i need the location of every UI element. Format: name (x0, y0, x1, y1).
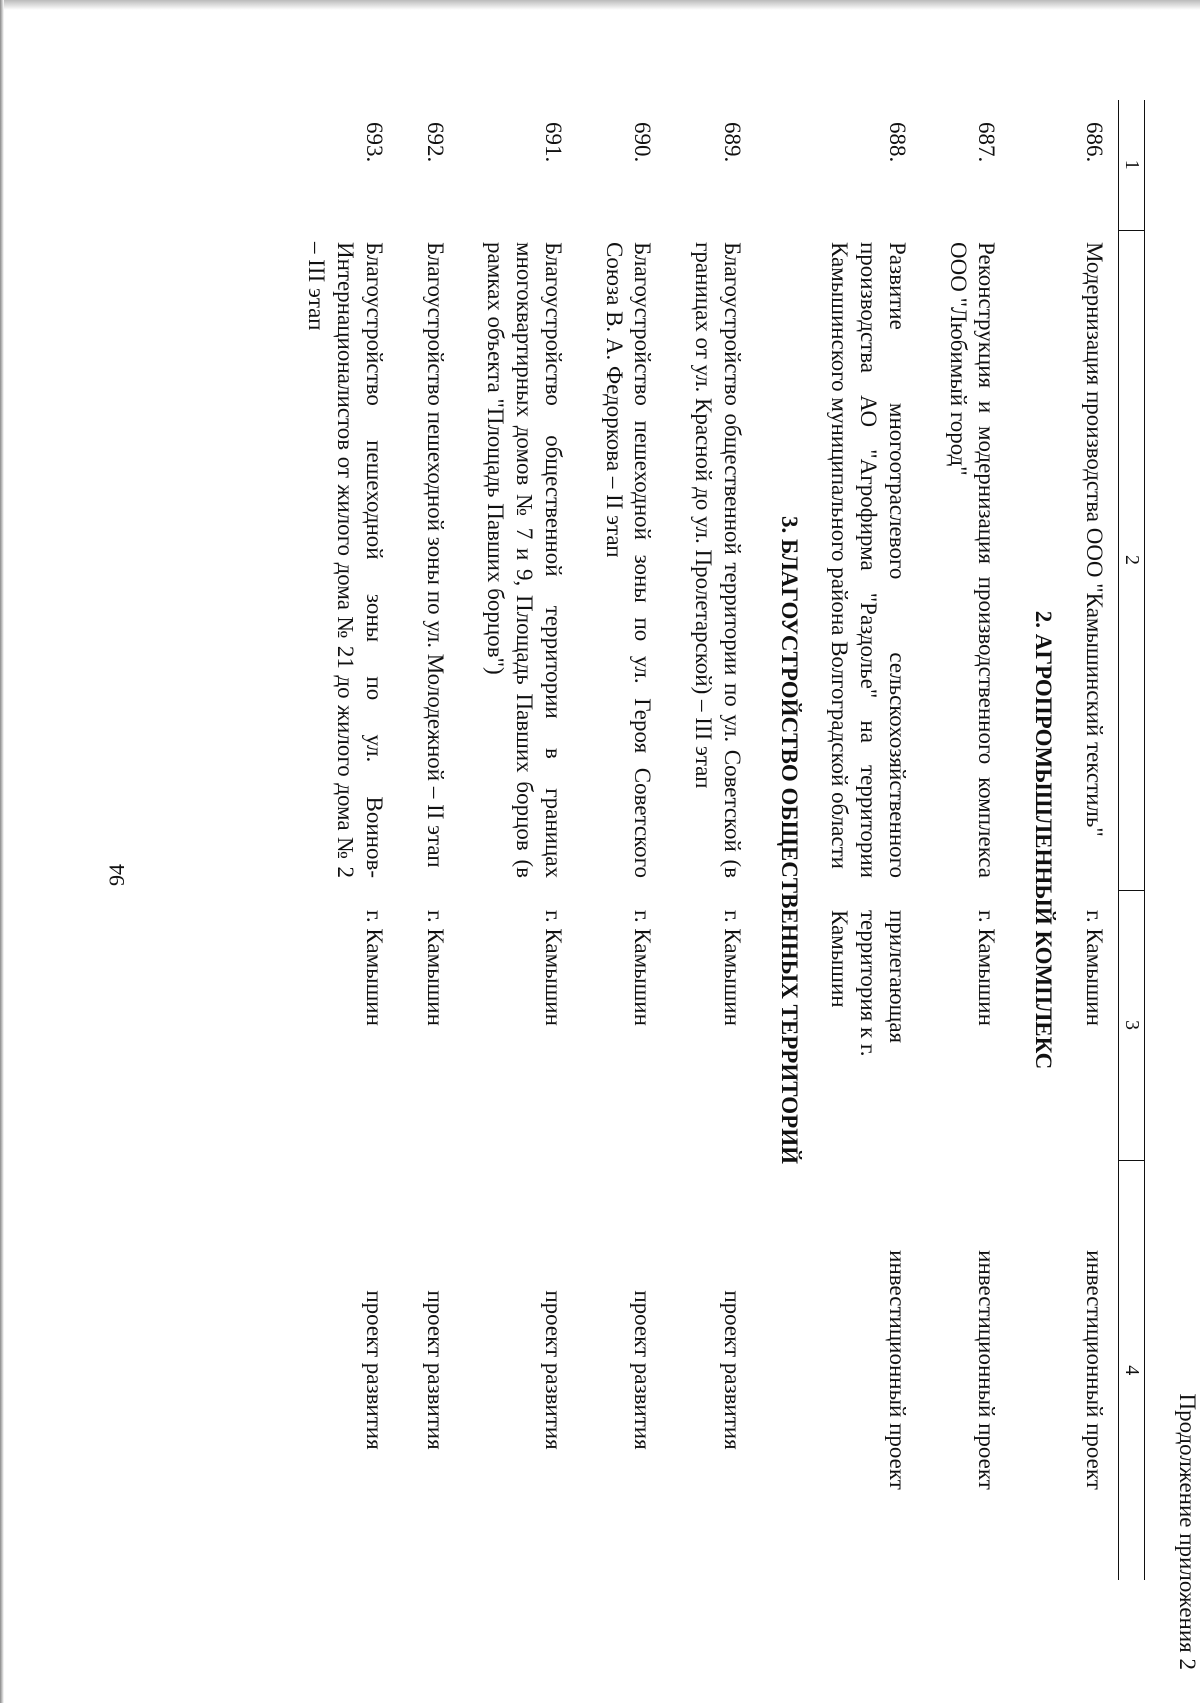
section-title: 3. БЛАГОУСТРОЙСТВО ОБЩЕСТВЕННЫХ ТЕРРИТОРИЙ (776, 516, 802, 1164)
row-number: 689. (720, 122, 745, 163)
project-type: проект развития (720, 1290, 745, 1450)
project-location: г. Камышин (720, 910, 745, 1026)
projects-table (280, 100, 1145, 1580)
continuation-label: Продолжение приложения 2 (1175, 1393, 1200, 1670)
project-type: инвестиционный проект (885, 1250, 910, 1490)
project-name: Реконструкция и модернизация производственного комплекса ООО "Любимый город" (945, 242, 1000, 878)
row-number: 687. (974, 122, 1000, 163)
section-row (756, 100, 803, 1580)
project-type: проект развития (541, 1290, 566, 1450)
table-row (577, 100, 667, 1580)
column-header-4: 4 (1119, 1160, 1145, 1580)
table-row (1057, 100, 1118, 1580)
project-name: Модернизация производства ООО "Камышинский текстиль" (1082, 242, 1107, 837)
project-name: Благоустройство пешеходной зоны по ул. Героя Советского Союза В. А. Федоркова – II этап (601, 242, 656, 878)
rotated-page (100, 90, 1200, 1690)
project-location: г. Камышин (630, 910, 656, 1026)
table-row (667, 100, 757, 1580)
row-number: 690. (630, 122, 656, 163)
project-name: Благоустройство общественной территории по ул. Советской (в границах от ул. Красной до ул. Пролетарской) – III этап (691, 242, 745, 878)
project-type: инвестиционный проект (1082, 1250, 1107, 1490)
project-type: проект развития (630, 1290, 656, 1450)
project-name: Благоустройство пешеходной зоны по ул. Воинов-Интернационалистов от жилого дома № 21 до жилого дома № 2 – III этап (304, 242, 387, 878)
row-number: 688. (885, 122, 910, 163)
scan-edge-left (0, 0, 4, 1703)
row-number: 692. (422, 122, 448, 163)
project-location: г. Камышин (974, 910, 1000, 1026)
section-row (1011, 100, 1058, 1580)
project-name: Благоустройство пешеходной зоны по ул. Молодежной – II этап (422, 242, 448, 868)
table-row (459, 100, 577, 1580)
table-row (398, 100, 459, 1580)
scan-edge-top (0, 0, 1200, 10)
row-number: 693. (362, 122, 387, 163)
project-location: прилегающая территория к г. Камышин (827, 910, 910, 1057)
page-number: 94 (104, 864, 129, 886)
project-type: проект развития (422, 1290, 448, 1450)
table-row (803, 100, 921, 1580)
table-row (280, 100, 398, 1580)
section-title: 2. АГРОПРОМЫШЛЕННЫЙ КОМПЛЕКС (1031, 610, 1057, 1070)
row-number: 686. (1082, 122, 1107, 163)
project-location: г. Камышин (362, 910, 387, 1026)
column-header-3: 3 (1119, 890, 1145, 1160)
header-row (1119, 100, 1145, 1580)
project-type: инвестиционный проект (974, 1250, 1000, 1490)
project-name: Благоустройство общественной территории в границах многоквартирных домов № 7 и 9, Площадь Павших борцов (в рамках объекта "Площадь Павших борцов") (483, 242, 566, 878)
row-number: 691. (541, 122, 566, 163)
table-row (921, 100, 1011, 1580)
project-location: г. Камышин (541, 910, 566, 1026)
column-header-1: 1 (1119, 100, 1145, 230)
project-name: Развитие многоотраслевого сельскохозяйственного производства АО "Агрофирма "Раздолье" на территории Камышинского муниципального района Волгоградской области (827, 242, 910, 878)
column-header-2: 2 (1119, 230, 1145, 890)
project-location: г. Камышин (1082, 910, 1107, 1026)
project-type: проект развития (362, 1290, 387, 1450)
project-location: г. Камышин (422, 910, 448, 1026)
